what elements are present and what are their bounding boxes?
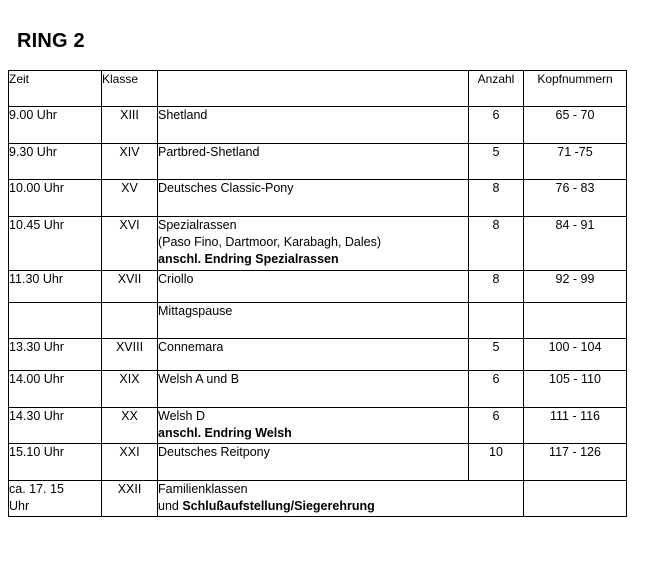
time-line: Uhr <box>9 499 30 513</box>
cell-klasse: XVIII <box>102 339 158 371</box>
description-line: Familienklassen <box>158 482 248 496</box>
description-note: anschl. Endring Spezialrassen <box>158 252 339 266</box>
table-row <box>9 271 627 303</box>
cell-anzahl: 10 <box>469 444 524 481</box>
cell-zeit <box>9 303 102 339</box>
cell-klasse: XIX <box>102 371 158 408</box>
cell-klasse: XVII <box>102 271 158 303</box>
table-row <box>9 303 627 339</box>
cell-zeit: 10.00 Uhr <box>9 180 102 217</box>
table-row <box>9 144 627 180</box>
table-row <box>9 107 627 144</box>
cell-klasse: XXII <box>102 481 158 517</box>
description-line: (Paso Fino, Dartmoor, Karabagh, Dales) <box>158 235 382 249</box>
description-line: Spezialrassen <box>158 218 237 232</box>
cell-klasse: XIII <box>102 107 158 144</box>
cell-anzahl: 6 <box>469 107 524 144</box>
table-row <box>9 444 627 481</box>
table-header-row <box>9 71 627 107</box>
description-note: anschl. Endring Welsh <box>158 426 292 440</box>
cell-kopfnummern: 100 - 104 <box>524 339 627 371</box>
cell-anzahl: 8 <box>469 271 524 303</box>
cell-description: Welsh A und B <box>158 371 469 408</box>
cell-kopfnummern: 76 - 83 <box>524 180 627 217</box>
cell-description: Deutsches Classic-Pony <box>158 180 469 217</box>
cell-description: Criollo <box>158 271 469 303</box>
cell-klasse <box>102 303 158 339</box>
cell-description: Partbred-Shetland <box>158 144 469 180</box>
cell-anzahl <box>469 303 524 339</box>
header-kopfnummern: Kopfnummern <box>524 71 627 107</box>
cell-kopfnummern <box>524 481 627 517</box>
cell-anzahl: 5 <box>469 339 524 371</box>
header-anzahl: Anzahl <box>469 71 524 107</box>
table-row <box>9 339 627 371</box>
cell-kopfnummern: 84 - 91 <box>524 217 627 271</box>
table-row <box>9 217 627 271</box>
cell-zeit: 14.00 Uhr <box>9 371 102 408</box>
cell-description <box>158 217 469 271</box>
table-row <box>9 371 627 408</box>
time-line: ca. 17. 15 <box>9 482 64 496</box>
schedule-table <box>8 70 627 517</box>
cell-klasse: XXI <box>102 444 158 481</box>
description-prefix: und <box>158 499 183 513</box>
cell-zeit: 9.30 Uhr <box>9 144 102 180</box>
cell-description: Connemara <box>158 339 469 371</box>
cell-kopfnummern: 71 -75 <box>524 144 627 180</box>
cell-zeit <box>9 481 102 517</box>
cell-description: Deutsches Reitpony <box>158 444 469 481</box>
table-row <box>9 180 627 217</box>
cell-zeit: 15.10 Uhr <box>9 444 102 481</box>
cell-klasse: XIV <box>102 144 158 180</box>
description-line: Welsh D <box>158 409 206 423</box>
cell-zeit: 10.45 Uhr <box>9 217 102 271</box>
cell-description <box>158 408 469 444</box>
cell-kopfnummern: 117 - 126 <box>524 444 627 481</box>
cell-kopfnummern <box>524 303 627 339</box>
header-zeit: Zeit <box>9 71 102 107</box>
cell-zeit: 13.30 Uhr <box>9 339 102 371</box>
description-line <box>158 498 523 515</box>
cell-description: Mittagspause <box>158 303 469 339</box>
cell-zeit: 9.00 Uhr <box>9 107 102 144</box>
cell-klasse: XX <box>102 408 158 444</box>
page-title: RING 2 <box>17 30 85 52</box>
cell-description: Shetland <box>158 107 469 144</box>
header-description <box>158 71 469 107</box>
cell-anzahl: 6 <box>469 371 524 408</box>
cell-klasse: XV <box>102 180 158 217</box>
cell-description <box>158 481 524 517</box>
header-klasse: Klasse <box>102 71 158 107</box>
cell-kopfnummern: 92 - 99 <box>524 271 627 303</box>
table-row <box>9 481 627 517</box>
cell-kopfnummern: 65 - 70 <box>524 107 627 144</box>
cell-anzahl: 6 <box>469 408 524 444</box>
cell-zeit: 11.30 Uhr <box>9 271 102 303</box>
cell-kopfnummern: 105 - 110 <box>524 371 627 408</box>
description-note: Schlußaufstellung/Siegerehrung <box>182 499 375 513</box>
cell-anzahl: 8 <box>469 180 524 217</box>
cell-zeit: 14.30 Uhr <box>9 408 102 444</box>
table-row <box>9 408 627 444</box>
cell-anzahl: 8 <box>469 217 524 271</box>
cell-kopfnummern: 111 - 116 <box>524 408 627 444</box>
cell-anzahl: 5 <box>469 144 524 180</box>
cell-klasse: XVI <box>102 217 158 271</box>
